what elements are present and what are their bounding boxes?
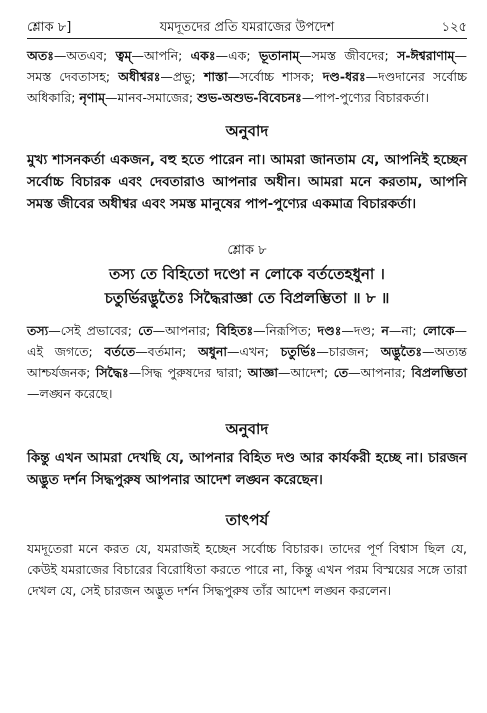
word-meaning: প্রভু; [172, 69, 204, 84]
translation-heading-2: অনুবাদ [225, 420, 269, 438]
sanskrit-word: লোকে [422, 323, 455, 338]
sanskrit-word: আজ্ঞা [247, 365, 278, 380]
word-meaning: আদেশ; [290, 365, 334, 380]
sanskrit-word: দণ্ডঃ [317, 323, 342, 338]
sanskrit-word: অদ্ভুতৈঃ [380, 344, 423, 359]
word-meaning: পাপ-পুণ্যের বিচারকর্তা। [314, 90, 430, 105]
word-meaning: সেই প্রভাবের; [60, 323, 139, 338]
word-meaning: মানব-সমাজের; [117, 90, 198, 105]
sanskrit-word: বর্ততে [104, 344, 136, 359]
translation-heading-1: অনুবাদ [225, 122, 269, 140]
page-number: ১২৫ [441, 20, 467, 35]
word-meaning: অতএব; [66, 48, 116, 63]
sanskrit-word: তস্য [27, 323, 49, 338]
sanskrit-word: বিপ্রলম্ভিতা [411, 365, 467, 380]
sanskrit-word: ন [381, 323, 389, 338]
word-meaning: নিরূপিত; [265, 323, 318, 338]
sanskrit-word: চতুর্ভিঃ [280, 344, 317, 359]
word-meaning: আপনার; [360, 365, 412, 380]
header-verse-ref: শ্লোক ৮] [27, 20, 72, 35]
header-chapter-title: যমদূতদের প্রতি যমরাজের উপদেশ [159, 20, 335, 35]
sanskrit-word: নৃণাম্ [79, 90, 106, 105]
word-meaning: দণ্ডদানের সর্বোচ্চ অধিকারি; [27, 69, 467, 105]
word-meaning: এই জগতে; [27, 344, 105, 359]
book-page [27, 16, 467, 601]
word-meanings-2: তস্য—সেই প্রভাবের; তে—আপনার; বিহিতঃ—নিরূপিত; দণ্ডঃ—দণ্ড; ন—না; লোকে—এই জগতে; বর্ততে—বর্তমান; অধুনা—এখন; চতুর্ভিঃ—চারজন; অদ্ভুতৈঃ—অত্যন্ত আশ্চর্যজনক; সিদ্ধৈঃ—সিদ্ধ পুরুষদের দ্বারা; আজ্ঞা—আদেশ; তে—আপনার; বিপ্রলম্ভিতা—লঙ্ঘন করেছে। [27, 323, 467, 401]
word-meaning: বর্তমান; [147, 344, 199, 359]
word-meaning: এখন; [239, 344, 281, 359]
sanskrit-word: তে [333, 365, 349, 380]
sanskrit-word: তে [138, 323, 153, 338]
word-meaning: চারজন; [328, 344, 381, 359]
sanskrit-word: ভূতানাম্ [258, 48, 300, 63]
sanskrit-word: সিদ্ধৈঃ [95, 365, 129, 380]
translation-text-2: কিন্তু এখন আমরা দেখছি যে, আপনার বিহিত দণ্ড আর কার্যকরী হচ্ছে না। চারজন অদ্ভুত দর্শন সিদ্ধপুরুষ আপনার আদেশ লঙ্ঘন করেছেন। [27, 450, 467, 488]
sanskrit-word: স-ঈশ্বরাণাম্ [397, 48, 455, 63]
sanskrit-word: ত্বম্ [115, 48, 132, 63]
word-meaning: সর্বোচ্চ শাসক; [240, 69, 323, 84]
word-meaning: লঙ্ঘন করেছে। [39, 386, 113, 401]
sanskrit-word: অধীশ্বরঃ [118, 69, 161, 84]
word-meaning: সিদ্ধ পুরুষদের দ্বারা; [141, 365, 248, 380]
word-meaning: সমস্ত জীবদের; [311, 48, 398, 63]
word-meaning: না; [401, 323, 423, 338]
sanskrit-word: অতঃ [27, 48, 54, 63]
purport-text: যমদূতেরা মনে করত যে, যমরাজই হচ্ছেন সর্বোচ্চ বিচারক। তাদের পূর্ণ বিশ্বাস ছিল যে, কেউই যমরাজের বিচারের বিরোধিতা করতে পারে না, কিন্তু এখন পরম বিস্ময়ের সঙ্গে তারা দেখল যে, সেই চারজন অদ্ভুত দর্শন সিদ্ধপুরুষ তাঁর আদেশ লঙ্ঘন করলেন। [27, 541, 467, 598]
purport-heading: তাৎপর্য [225, 511, 269, 529]
word-meaning: দণ্ড; [353, 323, 382, 338]
verse-label: শ্লোক ৮ [227, 243, 267, 258]
page-header [27, 16, 467, 39]
word-meaning: অত্যন্ত আশ্চর্যজনক; [27, 344, 467, 380]
word-meaning: আপনি; [143, 48, 191, 63]
verse-line-1: তস্য তে বিহিতো দণ্ডো ন লোকে বর্ততেহধুনা । [109, 265, 385, 283]
sanskrit-word: একঃ [190, 48, 216, 63]
sanskrit-word: দণ্ড-ধরঃ [322, 69, 366, 84]
verse-line-2: চতুর্ভিরদ্ভুতৈঃ সিদ্ধৈরাজ্ঞা তে বিপ্রলম্ভিতা ॥ ৮ ॥ [104, 289, 390, 307]
word-meaning: এক; [228, 48, 259, 63]
translation-text-1: মুখ্য শাসনকর্তা একজন, বহু হতে পারেন না। আমরা জানতাম যে, আপনিই হচ্ছেন সর্বোচ্চ বিচারক এবং দেবতারাও আপনার অধীন। আমরা মনে করতাম, আপনি সমস্ত জীবের অধীশ্বর এবং সমস্ত মানুষের পাপ-পুণ্যের একমাত্র বিচারকর্তা। [27, 152, 467, 212]
word-meaning: আপনার; [165, 323, 217, 338]
sanskrit-word: বিহিতঃ [216, 323, 254, 338]
sanskrit-word: শুভ-অশুভ-বিবেচনঃ [197, 90, 302, 105]
word-meanings-1: অতঃ—অতএব; ত্বম্—আপনি; একঃ—এক; ভূতানাম্—সমস্ত জীবদের; স-ঈশ্বরাণাম্—সমস্ত দেবতাসহ; অধীশ্বরঃ—প্রভু; শাস্তা—সর্বোচ্চ শাসক; দণ্ড-ধরঃ—দণ্ডদানের সর্বোচ্চ অধিকারি; নৃণাম্—মানব-সমাজের; শুভ-অশুভ-বিবেচনঃ—পাপ-পুণ্যের বিচারকর্তা। [27, 48, 467, 105]
sanskrit-word: অধুনা [198, 344, 228, 359]
word-meaning: সমস্ত দেবতাসহ; [27, 69, 119, 84]
sanskrit-word: শাস্তা [203, 69, 228, 84]
